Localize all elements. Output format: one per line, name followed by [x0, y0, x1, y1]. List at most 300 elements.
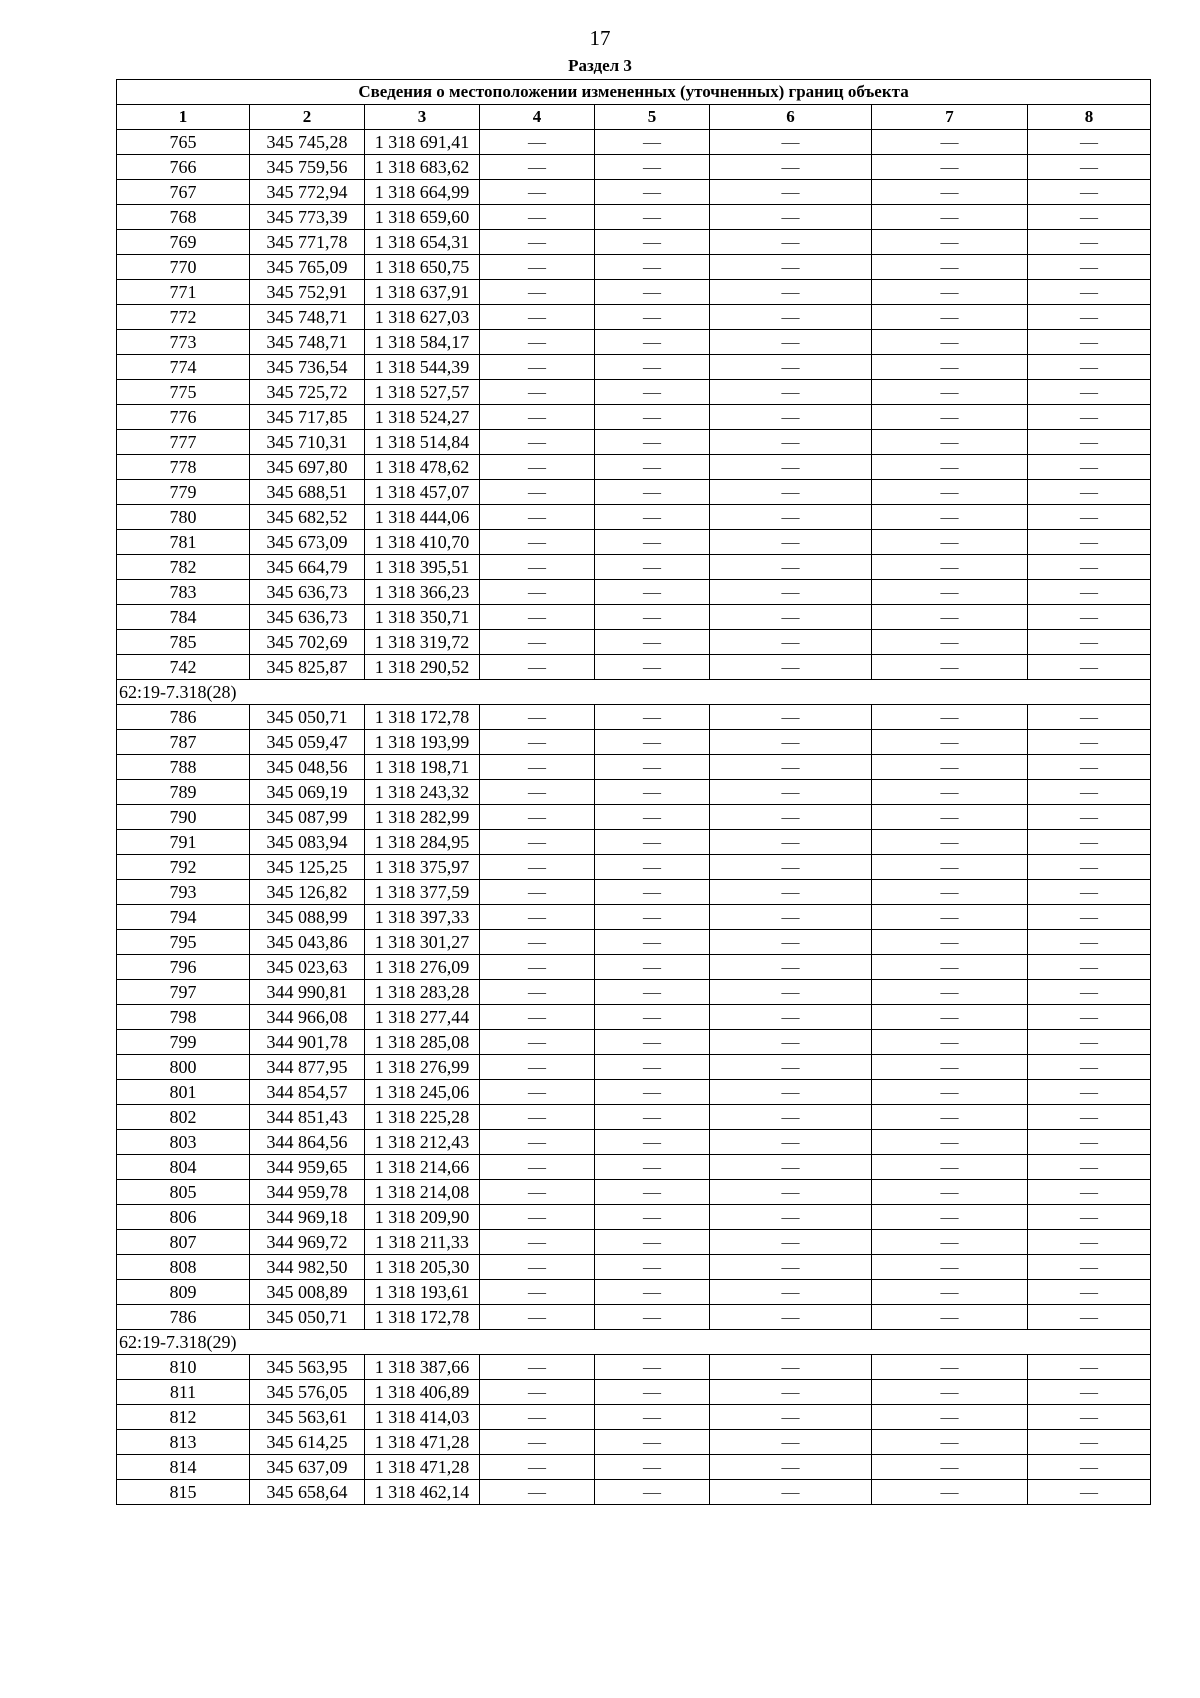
empty-value-cell: — — [1028, 1480, 1151, 1505]
empty-value-cell: — — [1028, 1030, 1151, 1055]
x-coordinate-cell: 345 710,31 — [250, 430, 365, 455]
empty-value-cell: — — [872, 1305, 1028, 1330]
group-header-row — [117, 680, 1151, 705]
table-row — [117, 855, 1151, 880]
empty-value-cell: — — [872, 780, 1028, 805]
empty-value-cell: — — [595, 455, 710, 480]
empty-value-cell: — — [710, 630, 872, 655]
empty-value-cell: — — [480, 905, 595, 930]
empty-value-cell: — — [595, 355, 710, 380]
empty-value-cell: — — [872, 755, 1028, 780]
empty-value-cell: — — [480, 1205, 595, 1230]
page-number: 17 — [589, 26, 611, 50]
empty-value-cell: — — [595, 530, 710, 555]
empty-value-cell: — — [1028, 580, 1151, 605]
empty-value-cell: — — [595, 1280, 710, 1305]
x-coordinate-cell: 345 563,95 — [250, 1355, 365, 1380]
empty-value-cell: — — [710, 380, 872, 405]
point-number-cell: 771 — [117, 280, 250, 305]
x-coordinate-cell: 344 901,78 — [250, 1030, 365, 1055]
empty-value-cell: — — [710, 805, 872, 830]
empty-value-cell: — — [480, 755, 595, 780]
empty-value-cell: — — [1028, 305, 1151, 330]
empty-value-cell: — — [595, 230, 710, 255]
empty-value-cell: — — [595, 480, 710, 505]
point-number-cell: 803 — [117, 1130, 250, 1155]
empty-value-cell: — — [872, 1030, 1028, 1055]
x-coordinate-cell: 345 673,09 — [250, 530, 365, 555]
x-coordinate-cell: 345 736,54 — [250, 355, 365, 380]
table-row — [117, 155, 1151, 180]
empty-value-cell: — — [595, 930, 710, 955]
empty-value-cell: — — [480, 1130, 595, 1155]
empty-value-cell: — — [872, 1080, 1028, 1105]
table-row — [117, 1305, 1151, 1330]
table-row — [117, 630, 1151, 655]
empty-value-cell: — — [480, 1355, 595, 1380]
x-coordinate-cell: 345 772,94 — [250, 180, 365, 205]
y-coordinate-cell: 1 318 471,28 — [365, 1430, 480, 1455]
empty-value-cell: — — [872, 555, 1028, 580]
empty-value-cell: — — [1028, 1055, 1151, 1080]
empty-value-cell: — — [872, 455, 1028, 480]
empty-value-cell: — — [595, 255, 710, 280]
x-coordinate-cell: 345 697,80 — [250, 455, 365, 480]
table-row — [117, 305, 1151, 330]
empty-value-cell: — — [595, 555, 710, 580]
table-row — [117, 730, 1151, 755]
empty-value-cell: — — [872, 705, 1028, 730]
empty-value-cell: — — [872, 180, 1028, 205]
empty-value-cell: — — [1028, 530, 1151, 555]
y-coordinate-cell: 1 318 282,99 — [365, 805, 480, 830]
column-header: 7 — [872, 105, 1028, 130]
empty-value-cell: — — [1028, 855, 1151, 880]
table-row — [117, 780, 1151, 805]
empty-value-cell: — — [595, 1230, 710, 1255]
y-coordinate-cell: 1 318 514,84 — [365, 430, 480, 455]
empty-value-cell: — — [1028, 1180, 1151, 1205]
empty-value-cell: — — [710, 580, 872, 605]
empty-value-cell: — — [710, 355, 872, 380]
table-row — [117, 1380, 1151, 1405]
y-coordinate-cell: 1 318 387,66 — [365, 1355, 480, 1380]
empty-value-cell: — — [1028, 1105, 1151, 1130]
empty-value-cell: — — [480, 580, 595, 605]
y-coordinate-cell: 1 318 276,09 — [365, 955, 480, 980]
empty-value-cell: — — [595, 180, 710, 205]
empty-value-cell: — — [480, 505, 595, 530]
y-coordinate-cell: 1 318 478,62 — [365, 455, 480, 480]
point-number-cell: 777 — [117, 430, 250, 455]
x-coordinate-cell: 345 576,05 — [250, 1380, 365, 1405]
table-row — [117, 280, 1151, 305]
y-coordinate-cell: 1 318 691,41 — [365, 130, 480, 155]
table-row — [117, 380, 1151, 405]
empty-value-cell: — — [872, 930, 1028, 955]
x-coordinate-cell: 344 990,81 — [250, 980, 365, 1005]
column-header: 6 — [710, 105, 872, 130]
empty-value-cell: — — [480, 1480, 595, 1505]
point-number-cell: 781 — [117, 530, 250, 555]
empty-value-cell: — — [595, 205, 710, 230]
table-row — [117, 330, 1151, 355]
empty-value-cell: — — [710, 1480, 872, 1505]
empty-value-cell: — — [710, 1355, 872, 1380]
point-number-cell: 813 — [117, 1430, 250, 1455]
empty-value-cell: — — [710, 430, 872, 455]
empty-value-cell: — — [595, 1130, 710, 1155]
empty-value-cell: — — [595, 1305, 710, 1330]
point-number-cell: 799 — [117, 1030, 250, 1055]
empty-value-cell: — — [480, 380, 595, 405]
empty-value-cell: — — [480, 205, 595, 230]
empty-value-cell: — — [710, 930, 872, 955]
empty-value-cell: — — [480, 180, 595, 205]
x-coordinate-cell: 345 087,99 — [250, 805, 365, 830]
empty-value-cell: — — [872, 805, 1028, 830]
empty-value-cell: — — [480, 555, 595, 580]
empty-value-cell: — — [480, 780, 595, 805]
empty-value-cell: — — [710, 880, 872, 905]
empty-value-cell: — — [710, 280, 872, 305]
point-number-cell: 795 — [117, 930, 250, 955]
empty-value-cell: — — [595, 805, 710, 830]
point-number-cell: 798 — [117, 1005, 250, 1030]
empty-value-cell: — — [595, 1430, 710, 1455]
table-row — [117, 1405, 1151, 1430]
empty-value-cell: — — [480, 430, 595, 455]
x-coordinate-cell: 345 059,47 — [250, 730, 365, 755]
x-coordinate-cell: 345 043,86 — [250, 930, 365, 955]
empty-value-cell: — — [595, 280, 710, 305]
table-row — [117, 1005, 1151, 1030]
table-row — [117, 580, 1151, 605]
empty-value-cell: — — [872, 605, 1028, 630]
empty-value-cell: — — [1028, 1380, 1151, 1405]
point-number-cell: 800 — [117, 1055, 250, 1080]
table-row — [117, 1355, 1151, 1380]
empty-value-cell: — — [480, 480, 595, 505]
empty-value-cell: — — [595, 430, 710, 455]
empty-value-cell: — — [595, 880, 710, 905]
empty-value-cell: — — [480, 155, 595, 180]
empty-value-cell: — — [1028, 655, 1151, 680]
empty-value-cell: — — [1028, 355, 1151, 380]
y-coordinate-cell: 1 318 277,44 — [365, 1005, 480, 1030]
empty-value-cell: — — [480, 1455, 595, 1480]
empty-value-cell: — — [480, 1155, 595, 1180]
empty-value-cell: — — [480, 1005, 595, 1030]
x-coordinate-cell: 345 748,71 — [250, 330, 365, 355]
empty-value-cell: — — [710, 1280, 872, 1305]
empty-value-cell: — — [710, 730, 872, 755]
y-coordinate-cell: 1 318 211,33 — [365, 1230, 480, 1255]
x-coordinate-cell: 344 969,72 — [250, 1230, 365, 1255]
table-row — [117, 1255, 1151, 1280]
x-coordinate-cell: 345 083,94 — [250, 830, 365, 855]
empty-value-cell: — — [595, 305, 710, 330]
empty-value-cell: — — [872, 1355, 1028, 1380]
empty-value-cell: — — [710, 1005, 872, 1030]
empty-value-cell: — — [595, 580, 710, 605]
empty-value-cell: — — [480, 355, 595, 380]
empty-value-cell: — — [480, 730, 595, 755]
x-coordinate-cell: 345 717,85 — [250, 405, 365, 430]
y-coordinate-cell: 1 318 366,23 — [365, 580, 480, 605]
table-row — [117, 180, 1151, 205]
point-number-cell: 796 — [117, 955, 250, 980]
table-row — [117, 955, 1151, 980]
empty-value-cell: — — [480, 930, 595, 955]
column-header: 4 — [480, 105, 595, 130]
empty-value-cell: — — [872, 405, 1028, 430]
empty-value-cell: — — [872, 1130, 1028, 1155]
table-caption-row — [117, 80, 1151, 105]
empty-value-cell: — — [710, 1155, 872, 1180]
empty-value-cell: — — [1028, 1005, 1151, 1030]
empty-value-cell: — — [1028, 330, 1151, 355]
parcel-number: 62:19-7.318(28) — [117, 680, 1151, 705]
empty-value-cell: — — [872, 855, 1028, 880]
empty-value-cell: — — [872, 530, 1028, 555]
x-coordinate-cell: 344 959,65 — [250, 1155, 365, 1180]
point-number-cell: 780 — [117, 505, 250, 530]
x-coordinate-cell: 345 563,61 — [250, 1405, 365, 1430]
y-coordinate-cell: 1 318 172,78 — [365, 1305, 480, 1330]
empty-value-cell: — — [480, 1030, 595, 1055]
table-caption: Сведения о местоположении измененных (уточненных) границ объекта — [117, 80, 1151, 105]
empty-value-cell: — — [872, 1480, 1028, 1505]
point-number-cell: 810 — [117, 1355, 250, 1380]
point-number-cell: 788 — [117, 755, 250, 780]
empty-value-cell: — — [595, 155, 710, 180]
x-coordinate-cell: 345 745,28 — [250, 130, 365, 155]
empty-value-cell: — — [710, 1130, 872, 1155]
empty-value-cell: — — [872, 955, 1028, 980]
empty-value-cell: — — [1028, 1230, 1151, 1255]
empty-value-cell: — — [872, 880, 1028, 905]
empty-value-cell: — — [710, 1030, 872, 1055]
point-number-cell: 772 — [117, 305, 250, 330]
empty-value-cell: — — [480, 255, 595, 280]
table-row — [117, 755, 1151, 780]
empty-value-cell: — — [872, 230, 1028, 255]
empty-value-cell: — — [480, 1405, 595, 1430]
y-coordinate-cell: 1 318 172,78 — [365, 705, 480, 730]
empty-value-cell: — — [1028, 1255, 1151, 1280]
table-row — [117, 1080, 1151, 1105]
y-coordinate-cell: 1 318 205,30 — [365, 1255, 480, 1280]
x-coordinate-cell: 345 069,19 — [250, 780, 365, 805]
y-coordinate-cell: 1 318 414,03 — [365, 1405, 480, 1430]
point-number-cell: 806 — [117, 1205, 250, 1230]
empty-value-cell: — — [710, 480, 872, 505]
empty-value-cell: — — [1028, 705, 1151, 730]
empty-value-cell: — — [595, 1055, 710, 1080]
point-number-cell: 815 — [117, 1480, 250, 1505]
empty-value-cell: — — [872, 1430, 1028, 1455]
x-coordinate-cell: 345 614,25 — [250, 1430, 365, 1455]
empty-value-cell: — — [872, 1180, 1028, 1205]
x-coordinate-cell: 345 771,78 — [250, 230, 365, 255]
section-title: Раздел 3 — [568, 56, 632, 75]
empty-value-cell: — — [710, 1080, 872, 1105]
empty-value-cell: — — [595, 130, 710, 155]
point-number-cell: 775 — [117, 380, 250, 405]
point-number-cell: 768 — [117, 205, 250, 230]
empty-value-cell: — — [710, 455, 872, 480]
table-row — [117, 1155, 1151, 1180]
coordinates-table — [116, 79, 1151, 1505]
point-number-cell: 785 — [117, 630, 250, 655]
empty-value-cell: — — [595, 955, 710, 980]
x-coordinate-cell: 345 752,91 — [250, 280, 365, 305]
point-number-cell: 773 — [117, 330, 250, 355]
y-coordinate-cell: 1 318 301,27 — [365, 930, 480, 955]
empty-value-cell: — — [1028, 730, 1151, 755]
empty-value-cell: — — [872, 830, 1028, 855]
point-number-cell: 765 — [117, 130, 250, 155]
empty-value-cell: — — [595, 730, 710, 755]
y-coordinate-cell: 1 318 209,90 — [365, 1205, 480, 1230]
empty-value-cell: — — [595, 1080, 710, 1105]
y-coordinate-cell: 1 318 214,08 — [365, 1180, 480, 1205]
column-header: 1 — [117, 105, 250, 130]
point-number-cell: 778 — [117, 455, 250, 480]
table-row — [117, 430, 1151, 455]
x-coordinate-cell: 345 682,52 — [250, 505, 365, 530]
empty-value-cell: — — [1028, 180, 1151, 205]
empty-value-cell: — — [1028, 805, 1151, 830]
empty-value-cell: — — [480, 1280, 595, 1305]
table-row — [117, 880, 1151, 905]
y-coordinate-cell: 1 318 410,70 — [365, 530, 480, 555]
table-row — [117, 255, 1151, 280]
table-row — [117, 405, 1151, 430]
empty-value-cell: — — [872, 980, 1028, 1005]
x-coordinate-cell: 345 048,56 — [250, 755, 365, 780]
y-coordinate-cell: 1 318 225,28 — [365, 1105, 480, 1130]
y-coordinate-cell: 1 318 524,27 — [365, 405, 480, 430]
table-row — [117, 205, 1151, 230]
empty-value-cell: — — [710, 555, 872, 580]
empty-value-cell: — — [1028, 130, 1151, 155]
empty-value-cell: — — [480, 1255, 595, 1280]
empty-value-cell: — — [595, 755, 710, 780]
empty-value-cell: — — [480, 605, 595, 630]
y-coordinate-cell: 1 318 212,43 — [365, 1130, 480, 1155]
table-row — [117, 655, 1151, 680]
y-coordinate-cell: 1 318 444,06 — [365, 505, 480, 530]
empty-value-cell: — — [1028, 755, 1151, 780]
point-number-cell: 769 — [117, 230, 250, 255]
y-coordinate-cell: 1 318 397,33 — [365, 905, 480, 930]
empty-value-cell: — — [1028, 255, 1151, 280]
empty-value-cell: — — [710, 655, 872, 680]
empty-value-cell: — — [710, 705, 872, 730]
empty-value-cell: — — [595, 1030, 710, 1055]
empty-value-cell: — — [480, 405, 595, 430]
empty-value-cell: — — [1028, 930, 1151, 955]
empty-value-cell: — — [872, 505, 1028, 530]
point-number-cell: 742 — [117, 655, 250, 680]
empty-value-cell: — — [480, 855, 595, 880]
x-coordinate-cell: 345 637,09 — [250, 1455, 365, 1480]
empty-value-cell: — — [595, 1255, 710, 1280]
point-number-cell: 782 — [117, 555, 250, 580]
empty-value-cell: — — [1028, 280, 1151, 305]
point-number-cell: 776 — [117, 405, 250, 430]
empty-value-cell: — — [872, 205, 1028, 230]
empty-value-cell: — — [480, 330, 595, 355]
x-coordinate-cell: 345 748,71 — [250, 305, 365, 330]
table-row — [117, 530, 1151, 555]
empty-value-cell: — — [710, 130, 872, 155]
y-coordinate-cell: 1 318 198,71 — [365, 755, 480, 780]
empty-value-cell: — — [872, 1005, 1028, 1030]
empty-value-cell: — — [872, 255, 1028, 280]
table-row — [117, 930, 1151, 955]
empty-value-cell: — — [480, 955, 595, 980]
empty-value-cell: — — [710, 1405, 872, 1430]
empty-value-cell: — — [480, 1230, 595, 1255]
x-coordinate-cell: 345 008,89 — [250, 1280, 365, 1305]
empty-value-cell: — — [872, 355, 1028, 380]
empty-value-cell: — — [480, 280, 595, 305]
empty-value-cell: — — [1028, 1355, 1151, 1380]
table-row — [117, 230, 1151, 255]
point-number-cell: 787 — [117, 730, 250, 755]
empty-value-cell: — — [872, 1255, 1028, 1280]
x-coordinate-cell: 345 023,63 — [250, 955, 365, 980]
y-coordinate-cell: 1 318 544,39 — [365, 355, 480, 380]
empty-value-cell: — — [595, 330, 710, 355]
empty-value-cell: — — [872, 480, 1028, 505]
x-coordinate-cell: 345 125,25 — [250, 855, 365, 880]
y-coordinate-cell: 1 318 462,14 — [365, 1480, 480, 1505]
empty-value-cell: — — [480, 1180, 595, 1205]
empty-value-cell: — — [480, 980, 595, 1005]
column-header: 2 — [250, 105, 365, 130]
empty-value-cell: — — [595, 630, 710, 655]
point-number-cell: 767 — [117, 180, 250, 205]
empty-value-cell: — — [595, 1155, 710, 1180]
y-coordinate-cell: 1 318 319,72 — [365, 630, 480, 655]
empty-value-cell: — — [710, 955, 872, 980]
y-coordinate-cell: 1 318 683,62 — [365, 155, 480, 180]
table-row — [117, 555, 1151, 580]
empty-value-cell: — — [1028, 1080, 1151, 1105]
y-coordinate-cell: 1 318 243,32 — [365, 780, 480, 805]
y-coordinate-cell: 1 318 654,31 — [365, 230, 480, 255]
x-coordinate-cell: 345 765,09 — [250, 255, 365, 280]
empty-value-cell: — — [710, 1255, 872, 1280]
point-number-cell: 779 — [117, 480, 250, 505]
empty-value-cell: — — [1028, 480, 1151, 505]
y-coordinate-cell: 1 318 193,99 — [365, 730, 480, 755]
empty-value-cell: — — [595, 855, 710, 880]
empty-value-cell: — — [872, 430, 1028, 455]
empty-value-cell: — — [710, 405, 872, 430]
y-coordinate-cell: 1 318 375,97 — [365, 855, 480, 880]
y-coordinate-cell: 1 318 284,95 — [365, 830, 480, 855]
x-coordinate-cell: 345 126,82 — [250, 880, 365, 905]
empty-value-cell: — — [1028, 155, 1151, 180]
point-number-cell: 808 — [117, 1255, 250, 1280]
empty-value-cell: — — [595, 1480, 710, 1505]
empty-value-cell: — — [710, 980, 872, 1005]
